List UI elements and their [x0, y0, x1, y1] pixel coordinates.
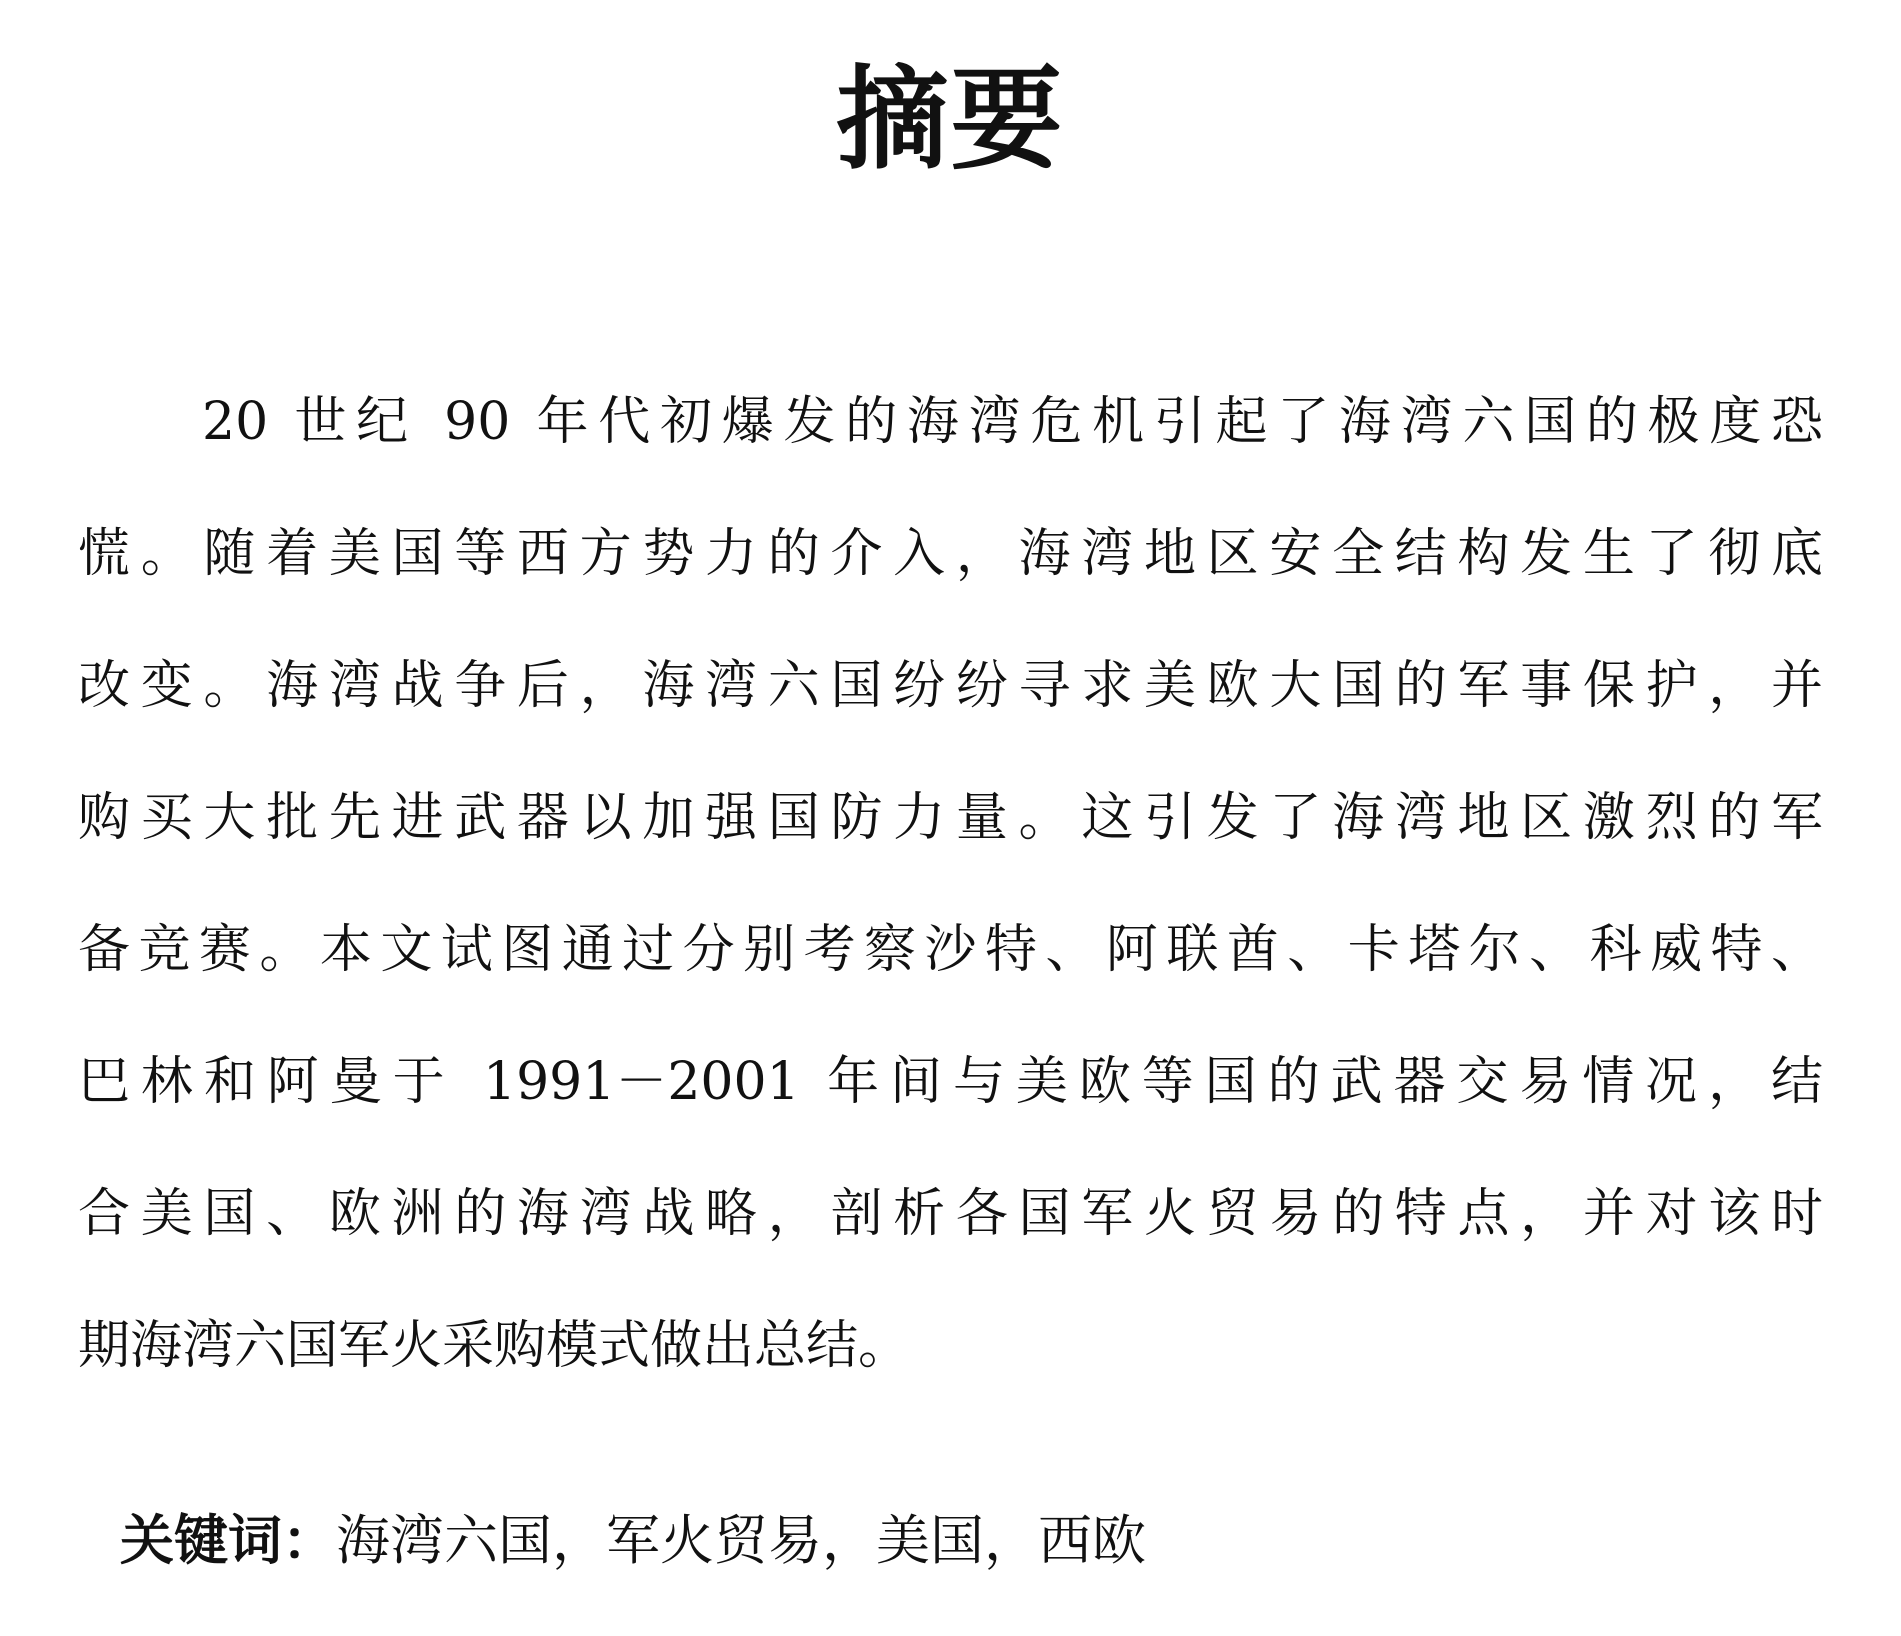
abstract-line: 慌。随着美国等西方势力的介入，海湾地区安全结构发生了彻底 — [78, 524, 1823, 584]
keywords-line — [120, 1496, 1146, 1586]
abstract-line: 备竞赛。本文试图通过分别考察沙特、阿联酋、卡塔尔、科威特、 — [78, 920, 1823, 980]
abstract-line: 购买大批先进武器以加强国防力量。这引发了海湾地区激烈的军 — [78, 788, 1823, 848]
abstract-line: 20 世纪 90 年代初爆发的海湾危机引起了海湾六国的极度恐 — [202, 392, 1823, 452]
keywords-text: 海湾六国，军火贸易，美国，西欧 — [336, 1509, 1146, 1572]
page-title: 摘要 — [836, 55, 1065, 185]
keywords-label: 关键词： — [120, 1509, 336, 1572]
abstract-line: 期海湾六国军火采购模式做出总结。 — [78, 1316, 911, 1376]
abstract-line: 巴林和阿曼于 1991－2001 年间与美欧等国的武器交易情况，结 — [78, 1052, 1823, 1112]
abstract-line: 合美国、欧洲的海湾战略，剖析各国军火贸易的特点，并对该时 — [78, 1184, 1823, 1244]
abstract-body — [78, 356, 1823, 1412]
abstract-line: 改变。海湾战争后，海湾六国纷纷寻求美欧大国的军事保护，并 — [78, 656, 1823, 716]
